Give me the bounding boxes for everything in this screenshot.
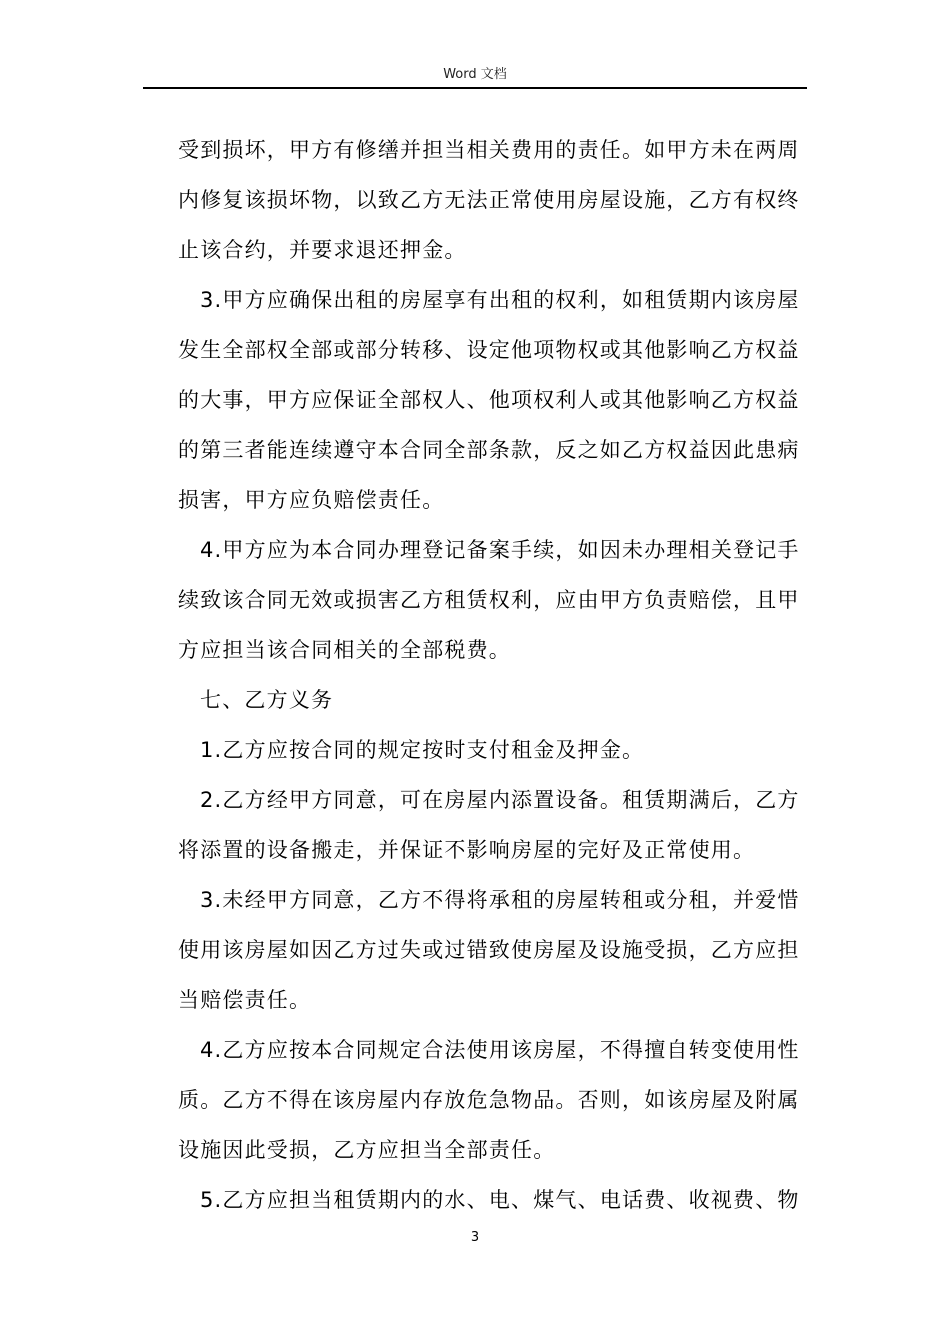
text-line: 质。乙方不得在该房屋内存放危急物品。否则，如该房屋及附属: [178, 1088, 800, 1112]
paragraph-start-line: 1.乙方应按合同的规定按时支付租金及押金。: [200, 738, 645, 762]
paragraph-start-line: 4.甲方应为本合同办理登记备案手续，如因未办理相关登记手: [200, 538, 800, 562]
text-line: 的大事，甲方应保证全部权人、他项权利人或其他影响乙方权益: [178, 388, 800, 412]
paragraph-start-line: 4.乙方应按本合同规定合法使用该房屋，不得擅自转变使用性: [200, 1038, 800, 1062]
text-line: 受到损坏，甲方有修缮并担当相关费用的责任。如甲方未在两周: [178, 138, 800, 162]
text-line: 将添置的设备搬走，并保证不影响房屋的完好及正常使用。: [178, 838, 756, 862]
text-line: 方应担当该合同相关的全部税费。: [178, 638, 511, 662]
text-line: 使用该房屋如因乙方过失或过错致使房屋及设施受损，乙方应担: [178, 938, 800, 962]
header-divider: [143, 87, 807, 89]
paragraph-start-line: 3.未经甲方同意，乙方不得将承租的房屋转租或分租，并爱惜: [200, 888, 800, 912]
page-number: 3: [470, 1230, 480, 1245]
paragraph-start-line: 2.乙方经甲方同意，可在房屋内添置设备。租赁期满后，乙方: [200, 788, 800, 812]
text-line: 内修复该损坏物，以致乙方无法正常使用房屋设施，乙方有权终: [178, 188, 800, 212]
text-line: 止该合约，并要求退还押金。: [178, 238, 467, 262]
text-line: 发生全部权全部或部分转移、设定他项物权或其他影响乙方权益: [178, 338, 800, 362]
page-header-title: Word 文档: [443, 67, 507, 82]
document-body: [178, 125, 806, 1225]
text-line: 的第三者能连续遵守本合同全部条款，反之如乙方权益因此患病: [178, 438, 800, 462]
text-line: 当赔偿责任。: [178, 988, 312, 1012]
section-heading: 七、乙方义务: [200, 688, 334, 712]
paragraph-start-line: 5.乙方应担当租赁期内的水、电、煤气、电话费、收视费、物: [200, 1188, 800, 1212]
text-line: 损害，甲方应负赔偿责任。: [178, 488, 445, 512]
text-line: 设施因此受损，乙方应担当全部责任。: [178, 1138, 556, 1162]
text-line: 续致该合同无效或损害乙方租赁权利，应由甲方负责赔偿，且甲: [178, 588, 800, 612]
paragraph-start-line: 3.甲方应确保出租的房屋享有出租的权利，如租赁期内该房屋: [200, 288, 800, 312]
